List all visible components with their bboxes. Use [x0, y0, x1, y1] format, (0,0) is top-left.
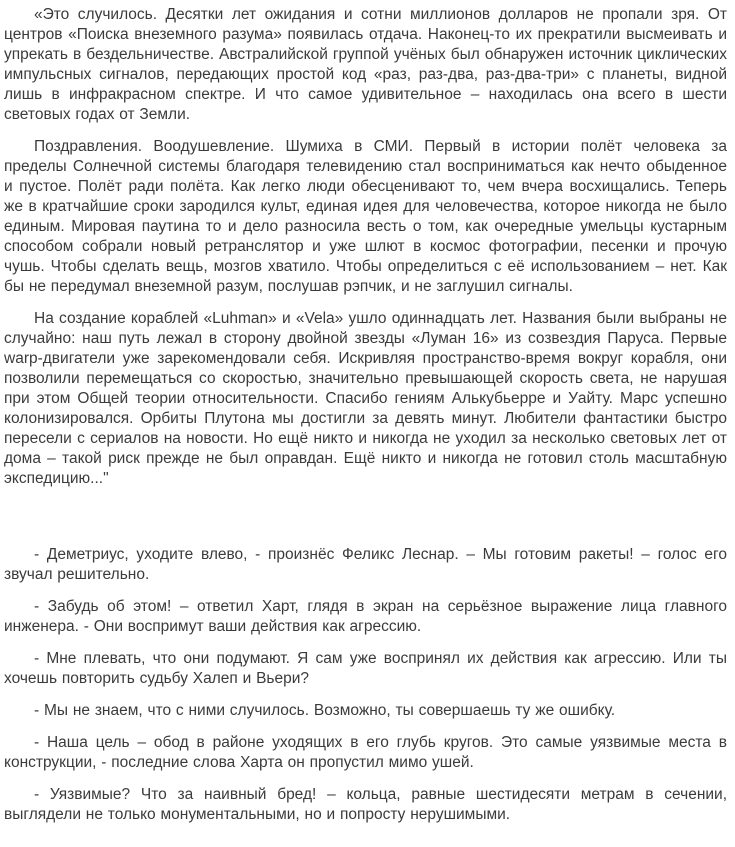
dialogue-line: - Деметриус, уходите влево, - произнёс Феликс Леснар. – Мы готовим ракеты! – голос его звучал решительно. — [4, 546, 727, 583]
dialogue-line: - Забудь об этом! – ответил Харт, глядя в экран на серьёзное выражение лица главного инженера. - Они воспримут ваши действия как агрессию. — [4, 598, 727, 635]
dialogue-section — [4, 545, 727, 825]
narrative-paragraph: Поздравления. Воодушевление. Шумиха в СМИ. Первый в истории полёт человека за пределы Солнечной системы благодаря телевидению стал восприниматься как нечто обыденное и пустое. Полёт ради полёта. Как легко люди обесценивают то, чем вчера восхищались. Теперь же в кратчайшие сроки зародился культ, единая идея для человечества, которое никогда не было единым. Мировая паутина то и дело разносила весть о том, как очередные умельцы кустарным способом собрали новый ретранслятор и уже шлют в космос фотографии, песенки и прочую чушь. Чтобы сделать вещь, мозгов хватило. Чтобы определиться с её использованием – нет. Как бы не передумал внеземной разум, послушав рэпчик, и не заглушил сигналы. — [4, 138, 727, 295]
dialogue-line: - Наша цель – обод в районе уходящих в его глубь кругов. Это самые уязвимые места в конструкции, - последние слова Харта он пропустил мимо ушей. — [4, 734, 727, 771]
narrative-paragraph: «Это случилось. Десятки лет ожидания и сотни миллионов долларов не пропали зря. От центров «Поиска внеземного разума» появилась отдача. Наконец-то их прекратили высмеивать и упрекать в бездельничестве. Австралийской группой учёных был обнаружен источник циклических импульсных сигналов, передающих простой код «раз, раз-два, раз-два-три» с планеты, видной лишь в инфракрасном спектре. И что самое удивительное – находилась она всего в шести световых годах от Земли. — [4, 6, 727, 123]
dialogue-line: - Уязвимые? Что за наивный бред! – кольца, равные шестидесяти метрам в сечении, выглядели не только монументальными, но и попросту нерушимыми. — [4, 786, 727, 823]
narrative-section — [4, 5, 727, 489]
narrative-paragraph: На создание кораблей «Luhman» и «Vela» ушло одиннадцать лет. Названия были выбраны не случайно: наш путь лежал в сторону двойной звезды «Луман 16» из созвездия Паруса. Первые warp-двигатели уже зарекомендовали себя. Искривляя пространство-время вокруг корабля, они позволили перемещаться со скоростью, значительно превышающей скорость света, не нарушая при этом Общей теории относительности. Спасибо гениям Алькубьерре и Уайту. Марс успешно колонизировался. Орбиты Плутона мы достигли за девять минут. Любители фантастики быстро пересели с сериалов на новости. Но ещё никто и никогда не уходил за несколько световых лет от дома – такой риск прежде не был оправдан. Ещё никто и никогда не готовил столь масштабную экспедицию..." — [4, 310, 727, 487]
dialogue-line: - Мне плевать, что они подумают. Я сам уже воспринял их действия как агрессию. Или ты хочешь повторить судьбу Халеп и Вьери? — [4, 650, 727, 687]
section-gap — [4, 501, 727, 545]
dialogue-line: - Мы не знаем, что с ними случилось. Возможно, ты совершаешь ту же ошибку. — [34, 702, 616, 719]
